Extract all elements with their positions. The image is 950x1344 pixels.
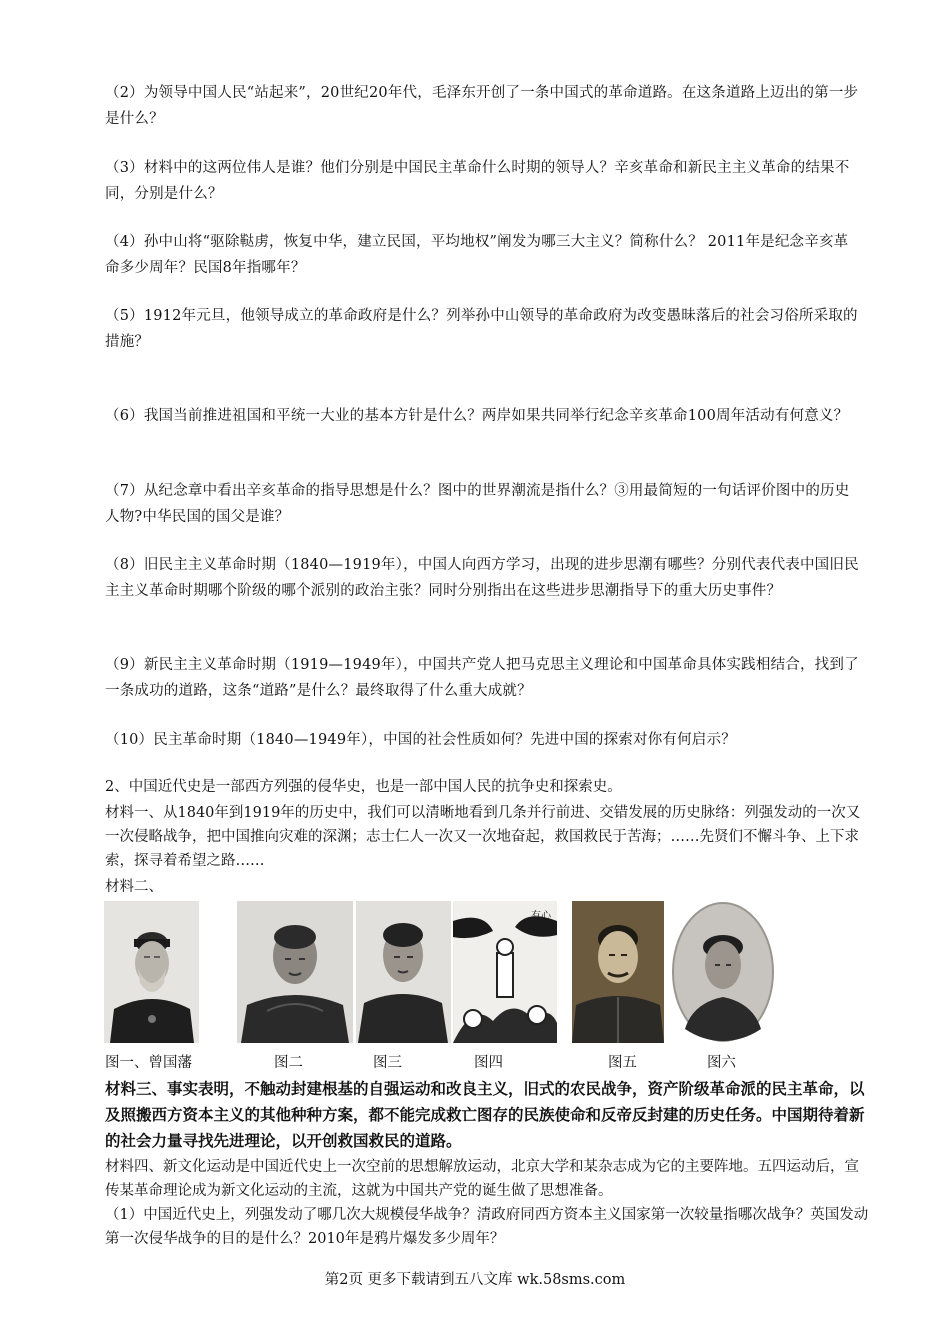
caption-figure-4: 图四 xyxy=(474,1055,503,1071)
portrait-sun-yat-sen xyxy=(572,901,664,1043)
portrait-figure-6 xyxy=(671,901,775,1043)
cartoon-figure-4 xyxy=(453,901,557,1043)
cartoon-caption-text: 有心 xyxy=(531,911,551,922)
portrait-figure-3 xyxy=(356,901,451,1043)
question-7: （7）从纪念章中看出辛亥革命的指导思想是什么？图中的世界潮流是指什么？③用最简短的一句话评价图中的历史人物?中华民国的国父是谁？ xyxy=(105,483,850,525)
question-9: （9）新民主主义革命时期（1919—1949年），中国共产党人把马克思主义理论和中国革命具体实践相结合，找到了一条成功的道路，这条“道路”是什么？最终取得了什么重大成就？ xyxy=(105,657,859,699)
material-4: 材料四、新文化运动是中国近代史上一次空前的思想解放运动，北京大学和某杂志成为它的主要阵地。五四运动后，宣传某革命理论成为新文化运动的主流，这就为中国共产党的诞生做了思想准备。 xyxy=(105,1159,859,1199)
question-1: （1）中国近代史上，列强发动了哪几次大规模侵华战争？清政府同西方资本主义国家第一次较量指哪次战争？英国发动第一次侵华战争的目的是什么？2010年是鸦片爆发多少周年？ xyxy=(105,1207,869,1247)
caption-figure-3: 图三 xyxy=(373,1055,402,1071)
question-4: （4）孙中山将“驱除鞑虏，恢复中华，建立民国，平均地权”阐发为哪三大主义？简称什么？ 2011年是纪念辛亥革命多少周年？民国8年指哪年？ xyxy=(105,234,849,276)
caption-figure-2: 图二 xyxy=(274,1055,303,1071)
question-6: （6）我国当前推进祖国和平统一大业的基本方针是什么？两岸如果共同举行纪念辛亥革命100周年活动有何意义？ xyxy=(105,408,849,424)
material-3: 材料三、事实表明，不触动封建根基的自强运动和改良主义，旧式的农民战争，资产阶级革命派的民主革命，以及照搬西方资本主义的其他种种方案，都不能完成救亡图存的民族使命和反帝反封建的历史任务。中国期待着新的社会力量寻找先进理论，以开创救国救民的道路。 xyxy=(105,1080,865,1150)
portrait-figure-2 xyxy=(237,901,353,1043)
caption-figure-5: 图五 xyxy=(608,1055,637,1071)
question-5: （5）1912年元旦，他领导成立的革命政府是什么？列举孙中山领导的革命政府为改变愚昧落后的社会习俗所采取的措施？ xyxy=(105,308,858,350)
page-footer: 第2页 更多下载请到五八文库 wk.58sms.com xyxy=(324,1272,626,1288)
caption-figure-1: 图一、曾国藩 xyxy=(105,1055,192,1071)
material-1: 材料一、从1840年到1919年的历史中，我们可以清晰地看到几条并行前进、交错发展的历史脉络：列强发动的一次又一次侵略战争，把中国推向灾难的深渊；志士仁人一次又一次地奋起，救国救民于苦海；……先贤们不懈斗争、上下求索，探寻着希望之路…… xyxy=(105,805,861,869)
portrait-zeng-guofan xyxy=(104,901,199,1043)
question-10: （10）民主革命时期（1840—1949年），中国的社会性质如何？先进中国的探索对你有何启示？ xyxy=(105,732,736,748)
question-3: （3）材料中的这两位伟人是谁？他们分别是中国民主革命什么时期的领导人？辛亥革命和新民主主义革命的结果不同，分别是什么？ xyxy=(105,160,850,202)
material-2-label: 材料二、 xyxy=(105,879,163,895)
section-2-intro: 2、中国近代史是一部西方列强的侵华史，也是一部中国人民的抗争史和探索史。 xyxy=(105,779,622,795)
caption-figure-6: 图六 xyxy=(707,1055,736,1071)
question-2: （2）为领导中国人民“站起来”，20世纪20年代，毛泽东开创了一条中国式的革命道路。在这条道路上迈出的第一步是什么？ xyxy=(105,85,859,127)
question-8: （8）旧民主主义革命时期（1840—1919年），中国人向西方学习，出现的进步思潮有哪些？分别代表代表中国旧民主主义革命时期哪个阶级的哪个派别的政治主张？同时分别指出在这些进步思潮指导下的重大历史事件？ xyxy=(105,557,859,599)
